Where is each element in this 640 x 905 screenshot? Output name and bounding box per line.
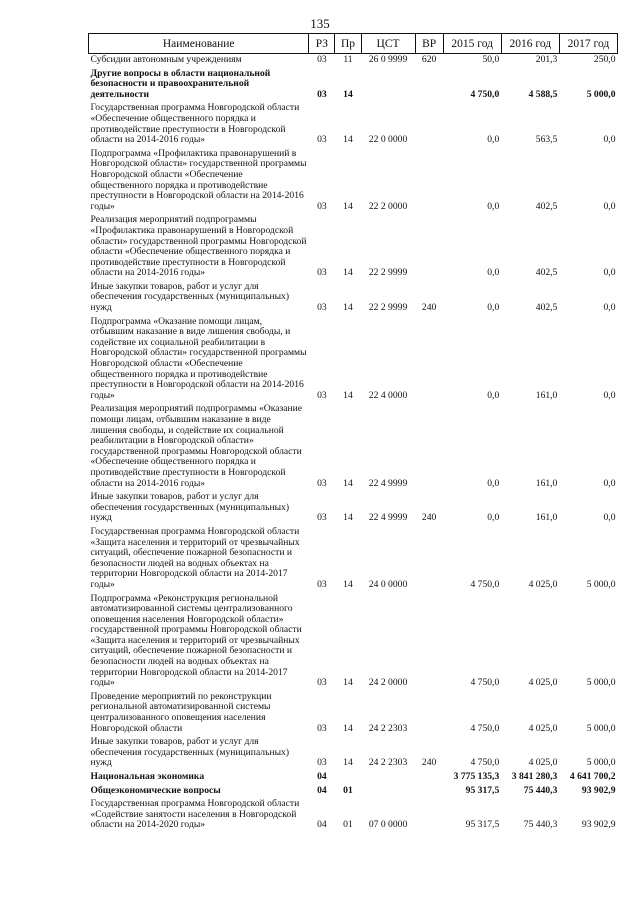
cell-rz: 03 [317, 200, 327, 212]
cell-rz: 03 [317, 267, 327, 279]
cell-rz: 04 [317, 819, 327, 831]
cell-2015: 0,0 [487, 477, 500, 489]
cell-name: Государственная программа Новгородской области «Содействие занятости населения в Новгородской области на 2014-2020 годы» [90, 798, 300, 831]
table-row [89, 316, 618, 404]
cell-2015: 4 750,0 [470, 722, 500, 734]
cell-2016: 75 440,3 [523, 784, 558, 796]
header-cst: ЦСТ [361, 34, 415, 54]
cell-vr [415, 593, 443, 691]
cell-2017: 93 902,9 [581, 819, 616, 831]
cell-vr [415, 526, 443, 593]
cell-cst: 24 0 0000 [368, 578, 408, 590]
table-row [89, 593, 618, 691]
cell-name: Проведение мероприятий по реконструкции региональной автоматизированной системы централизованного оповещения населения Новгородской области [90, 690, 272, 734]
cell-2017: 5 000,0 [586, 88, 616, 100]
table-row [89, 102, 618, 147]
cell-2017: 0,0 [603, 477, 616, 489]
cell-pr: 14 [343, 677, 353, 689]
cell-2016: 4 025,0 [528, 722, 558, 734]
cell-2017: 0,0 [603, 134, 616, 146]
cell-2016: 75 440,3 [523, 819, 558, 831]
cell-rz: 04 [317, 771, 327, 782]
header-pr: Пр [335, 34, 361, 54]
cell-2015: 4 750,0 [470, 677, 500, 689]
cell-pr: 14 [343, 722, 353, 734]
table-row [89, 148, 618, 215]
cell-2016: 402,5 [535, 200, 558, 212]
cell-2015: 0,0 [487, 389, 500, 401]
cell-2017: 0,0 [603, 512, 616, 524]
cell-pr: 14 [343, 512, 353, 524]
cell-pr: 14 [343, 578, 353, 590]
cell-cst: 22 4 0000 [368, 389, 408, 401]
cell-rz: 03 [317, 512, 327, 524]
cell-rz: 03 [317, 54, 327, 65]
cell-name: Иные закупки товаров, работ и услуг для обеспечения государственных (муниципальных) нужд [90, 491, 290, 524]
cell-rz: 03 [317, 578, 327, 590]
cell-2016: 161,0 [535, 477, 558, 489]
cell-vr [415, 102, 443, 147]
cell-cst [361, 68, 415, 103]
table-row [89, 68, 618, 103]
cell-name: Государственная программа Новгородской области «Обеспечение общественного порядка и противодействие преступности в Новгородской области на 2014-2016 годы» [90, 102, 300, 146]
cell-2016: 4 588,5 [528, 88, 558, 100]
table-row [89, 785, 618, 799]
cell-2015: 4 750,0 [470, 88, 500, 100]
cell-cst: 22 2 9999 [368, 267, 408, 279]
cell-vr [415, 798, 443, 833]
cell-pr: 01 [343, 819, 353, 831]
cell-2016: 201,3 [535, 54, 558, 65]
cell-2017: 0,0 [603, 302, 616, 314]
cell-cst [361, 785, 415, 799]
cell-pr: 14 [343, 757, 353, 769]
header-2015: 2015 год [443, 34, 501, 54]
cell-vr [415, 771, 443, 785]
cell-2016: 4 025,0 [528, 677, 558, 689]
cell-cst: 26 0 9999 [368, 54, 408, 65]
cell-vr [415, 148, 443, 215]
cell-2016: 402,5 [535, 267, 558, 279]
cell-2015: 0,0 [487, 200, 500, 212]
cell-rz: 04 [317, 784, 327, 796]
cell-name: Подпрограмма «Профилактика правонарушений в Новгородской области» государственной программы Новгородской области «Обеспечение общественного порядка и противодействие преступности в Новгородской области на 2014-2016 годы» [90, 147, 307, 212]
cell-pr: 01 [343, 784, 353, 796]
cell-2017: 4 641 700,2 [569, 771, 616, 782]
cell-2015: 0,0 [487, 267, 500, 279]
cell-vr [415, 68, 443, 103]
cell-2017: 5 000,0 [586, 757, 616, 769]
cell-cst: 22 2 9999 [368, 302, 408, 314]
cell-pr: 14 [343, 267, 353, 279]
page-number: 135 [310, 16, 330, 31]
cell-vr [415, 214, 443, 281]
cell-name: Субсидии автономным учреждениям [90, 54, 242, 65]
cell-rz: 03 [317, 677, 327, 689]
header-name: Наименование [89, 34, 309, 54]
budget-table [88, 33, 618, 833]
cell-2015: 0,0 [487, 134, 500, 146]
cell-name: Общеэкономические вопросы [90, 784, 221, 796]
cell-2017: 0,0 [603, 200, 616, 212]
cell-2017: 93 902,9 [581, 784, 616, 796]
cell-vr: 240 [421, 757, 437, 769]
header-2017: 2017 год [559, 34, 617, 54]
cell-cst: 24 2 2303 [368, 722, 408, 734]
cell-name: Другие вопросы в области национальной безопасности и правоохранительной деятельности [90, 67, 271, 100]
cell-pr: 14 [343, 134, 353, 146]
cell-cst [361, 771, 415, 785]
cell-cst: 22 0 0000 [368, 134, 408, 146]
table-row [89, 214, 618, 281]
cell-rz: 03 [317, 302, 327, 314]
cell-cst: 24 2 2303 [368, 757, 408, 769]
cell-vr: 620 [421, 54, 437, 65]
cell-2016: 161,0 [535, 512, 558, 524]
cell-pr [335, 771, 361, 785]
cell-rz: 03 [317, 88, 327, 100]
cell-pr: 14 [343, 302, 353, 314]
cell-name: Иные закупки товаров, работ и услуг для обеспечения государственных (муниципальных) нужд [90, 280, 290, 314]
table-row [89, 526, 618, 593]
cell-2015: 50,0 [482, 54, 500, 65]
cell-vr: 240 [421, 512, 437, 524]
header-2016: 2016 год [501, 34, 559, 54]
table-body [89, 54, 618, 833]
cell-name: Иные закупки товаров, работ и услуг для обеспечения государственных (муниципальных) нужд [90, 736, 290, 769]
cell-name: Реализация мероприятий подпрограммы «Оказание помощи лицам, отбывшим наказание в виде лишения свободы, и содействие их социальной реабилитации в Новгородской области» государственной программы Новгородской области «Обеспечение общественного порядка и противодействие преступности в Новгородской области на 2014-2016 годы» [90, 403, 303, 489]
cell-rz: 03 [317, 477, 327, 489]
header-vr: ВР [415, 34, 443, 54]
table-row [89, 691, 618, 736]
table-row [89, 771, 618, 785]
cell-2015: 4 750,0 [470, 757, 500, 769]
cell-2017: 5 000,0 [586, 677, 616, 689]
cell-cst: 07 0 0000 [368, 819, 408, 831]
cell-2016: 3 841 280,3 [511, 771, 558, 782]
cell-pr: 14 [343, 88, 353, 100]
table-row [89, 54, 618, 68]
cell-rz: 03 [317, 389, 327, 401]
cell-2015: 4 750,0 [470, 578, 500, 590]
cell-2015: 0,0 [487, 512, 500, 524]
cell-2017: 5 000,0 [586, 578, 616, 590]
cell-rz: 03 [317, 722, 327, 734]
cell-vr [415, 316, 443, 404]
cell-rz: 03 [317, 757, 327, 769]
cell-cst: 22 4 9999 [368, 477, 408, 489]
cell-2015: 0,0 [487, 302, 500, 314]
cell-pr: 11 [343, 54, 353, 65]
cell-vr: 240 [421, 302, 437, 314]
cell-cst: 22 2 0000 [368, 200, 408, 212]
cell-name: Подпрограмма «Оказание помощи лицам, отбывшим наказание в виде лишения свободы, и содействие их социальной реабилитации в Новгородской области» государственной программы Новгородской области «Обеспечение общественного порядка и противодействие преступности в Новгородской области на 2014-2016 годы» [90, 315, 307, 401]
cell-2017: 5 000,0 [586, 722, 616, 734]
cell-name: Государственная программа Новгородской области «Защита населения и территорий от чрезвычайных ситуаций, обеспечение пожарной безопасности и безопасности людей на водных объектах на территории Новгородской области на 2014-2017 годы» [90, 525, 300, 590]
cell-name: Подпрограмма «Реконструкция региональной автоматизированной системы централизованного оповещения населения Новгородской области» государственной программы Новгородской области «Защита населения и территорий от чрезвычайных ситуаций, обеспечение пожарной безопасности и безопасности людей на водных объектах на территории Новгородской области на 2014-2017 годы» [90, 592, 302, 689]
table-header-row [89, 34, 618, 54]
cell-2016: 4 025,0 [528, 578, 558, 590]
table-row [89, 798, 618, 833]
cell-2017: 0,0 [603, 267, 616, 279]
cell-2015: 95 317,5 [465, 819, 500, 831]
cell-2016: 4 025,0 [528, 757, 558, 769]
table-row [89, 491, 618, 526]
cell-name: Реализация мероприятий подпрограммы «Профилактика правонарушений в Новгородской области» государственной программы Новгородской области «Обеспечение общественного порядка и противодействие преступности в Новгородской области на 2014-2016 годы» [90, 214, 307, 279]
cell-name: Национальная экономика [90, 771, 205, 782]
cell-pr: 14 [343, 389, 353, 401]
cell-vr [415, 785, 443, 799]
cell-pr: 14 [343, 477, 353, 489]
table-row [89, 736, 618, 771]
cell-2015: 95 317,5 [465, 784, 500, 796]
cell-2017: 250,0 [593, 54, 616, 65]
cell-vr [415, 691, 443, 736]
cell-vr [415, 403, 443, 491]
cell-2016: 402,5 [535, 302, 558, 314]
cell-2016: 563,5 [535, 134, 558, 146]
cell-cst: 24 2 0000 [368, 677, 408, 689]
header-rz: РЗ [309, 34, 335, 54]
cell-cst: 22 4 9999 [368, 512, 408, 524]
table-row [89, 403, 618, 491]
cell-2016: 161,0 [535, 389, 558, 401]
cell-2017: 0,0 [603, 389, 616, 401]
cell-2015: 3 775 135,3 [453, 771, 500, 782]
cell-pr: 14 [343, 200, 353, 212]
table-row [89, 281, 618, 316]
cell-rz: 03 [317, 134, 327, 146]
